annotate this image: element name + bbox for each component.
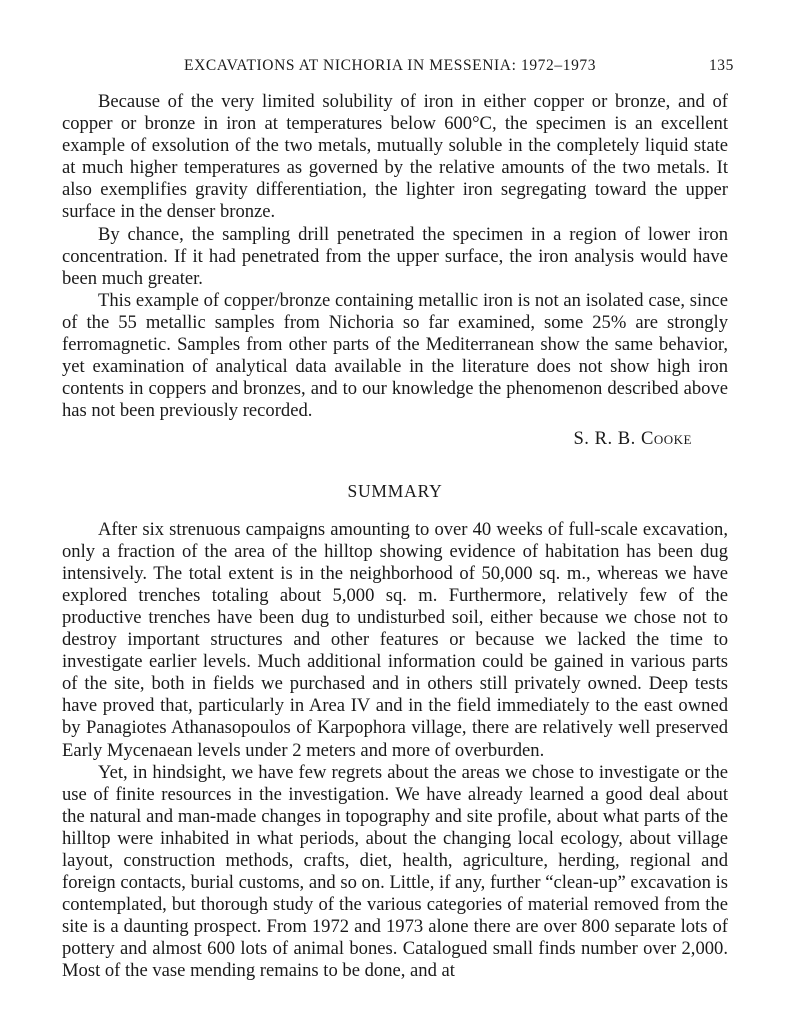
- body-paragraph-1: Because of the very limited solubility of iron in either copper or bronze, and of copper or bronze in iron at temperatures below 600°C, the specimen is an excellent example of exsolution of the two metals, mutually soluble in the completely liquid state at much higher temperatures as governed by the relative amounts of the two metals. It also exemplifies gravity differentiation, the lighter iron segregating toward the upper surface in the denser bronze.: [62, 91, 728, 223]
- body-paragraph-2: By chance, the sampling drill penetrated the specimen in a region of lower iron concentration. If it had penetrated from the upper surface, the iron analysis would have been much greater.: [62, 223, 728, 289]
- running-header: [62, 57, 734, 81]
- body-text: [62, 91, 728, 983]
- body-paragraph-3: This example of copper/bronze containing metallic iron is not an isolated case, since of the 55 metallic samples from Nichoria so far examined, some 25% are strongly ferromagnetic. Samples from other parts of the Mediterranean show the same behavior, yet examination of analytical data available in the literature does not show high iron contents in coppers and bronzes, and to our knowledge the phenomenon described above has not been previously recorded.: [62, 289, 728, 422]
- signature-initials: S. R. B.: [573, 428, 636, 450]
- author-signature: [62, 428, 692, 450]
- summary-heading: SUMMARY: [347, 480, 443, 501]
- running-title: EXCAVATIONS AT NICHORIA IN MESSENIA: 1972–1973: [184, 57, 597, 74]
- summary-paragraph-1: After six strenuous campaigns amounting to over 40 weeks of full-scale excavation, only a fraction of the area of the hilltop showing evidence of habitation has been dug intensively. The total extent is in the neighborhood of 50,000 sq. m., whereas we have explored trenches totaling about 5,000 sq. m. Furthermore, relatively few of the productive trenches have been dug to undisturbed soil, either because we chose not to destroy important structures and other features or because we lacked the time to investigate earlier levels. Much additional information could be gained in various parts of the site, both in fields we purchased and in others still privately owned. Deep tests have proved that, particularly in Area IV and in the field immediately to the east owned by Panagiotes Athanasopoulos of Karpophora village, there are relatively well preserved Early Mycenaean levels under 2 meters and more of overburden.: [62, 518, 728, 761]
- summary-paragraph-2: Yet, in hindsight, we have few regrets about the areas we chose to investigate or the use of finite resources in the investigation. We have already learned a good deal about the natural and man-made changes in topography and site profile, about what parts of the hilltop were inhabited in what periods, about the changing local ecology, about village layout, construction methods, crafts, diet, health, agriculture, herding, regional and foreign contacts, burial customs, and so on. Little, if any, further “clean-up” excavation is contemplated, but thorough study of the various categories of material removed from the site is a daunting prospect. From 1972 and 1973 alone there are over 800 separate lots of pottery and almost 600 lots of animal bones. Catalogued small finds number over 2,000. Most of the vase mending remains to be done, and at: [62, 761, 728, 982]
- signature-surname: Cooke: [640, 428, 692, 450]
- page-number: 135: [708, 57, 734, 74]
